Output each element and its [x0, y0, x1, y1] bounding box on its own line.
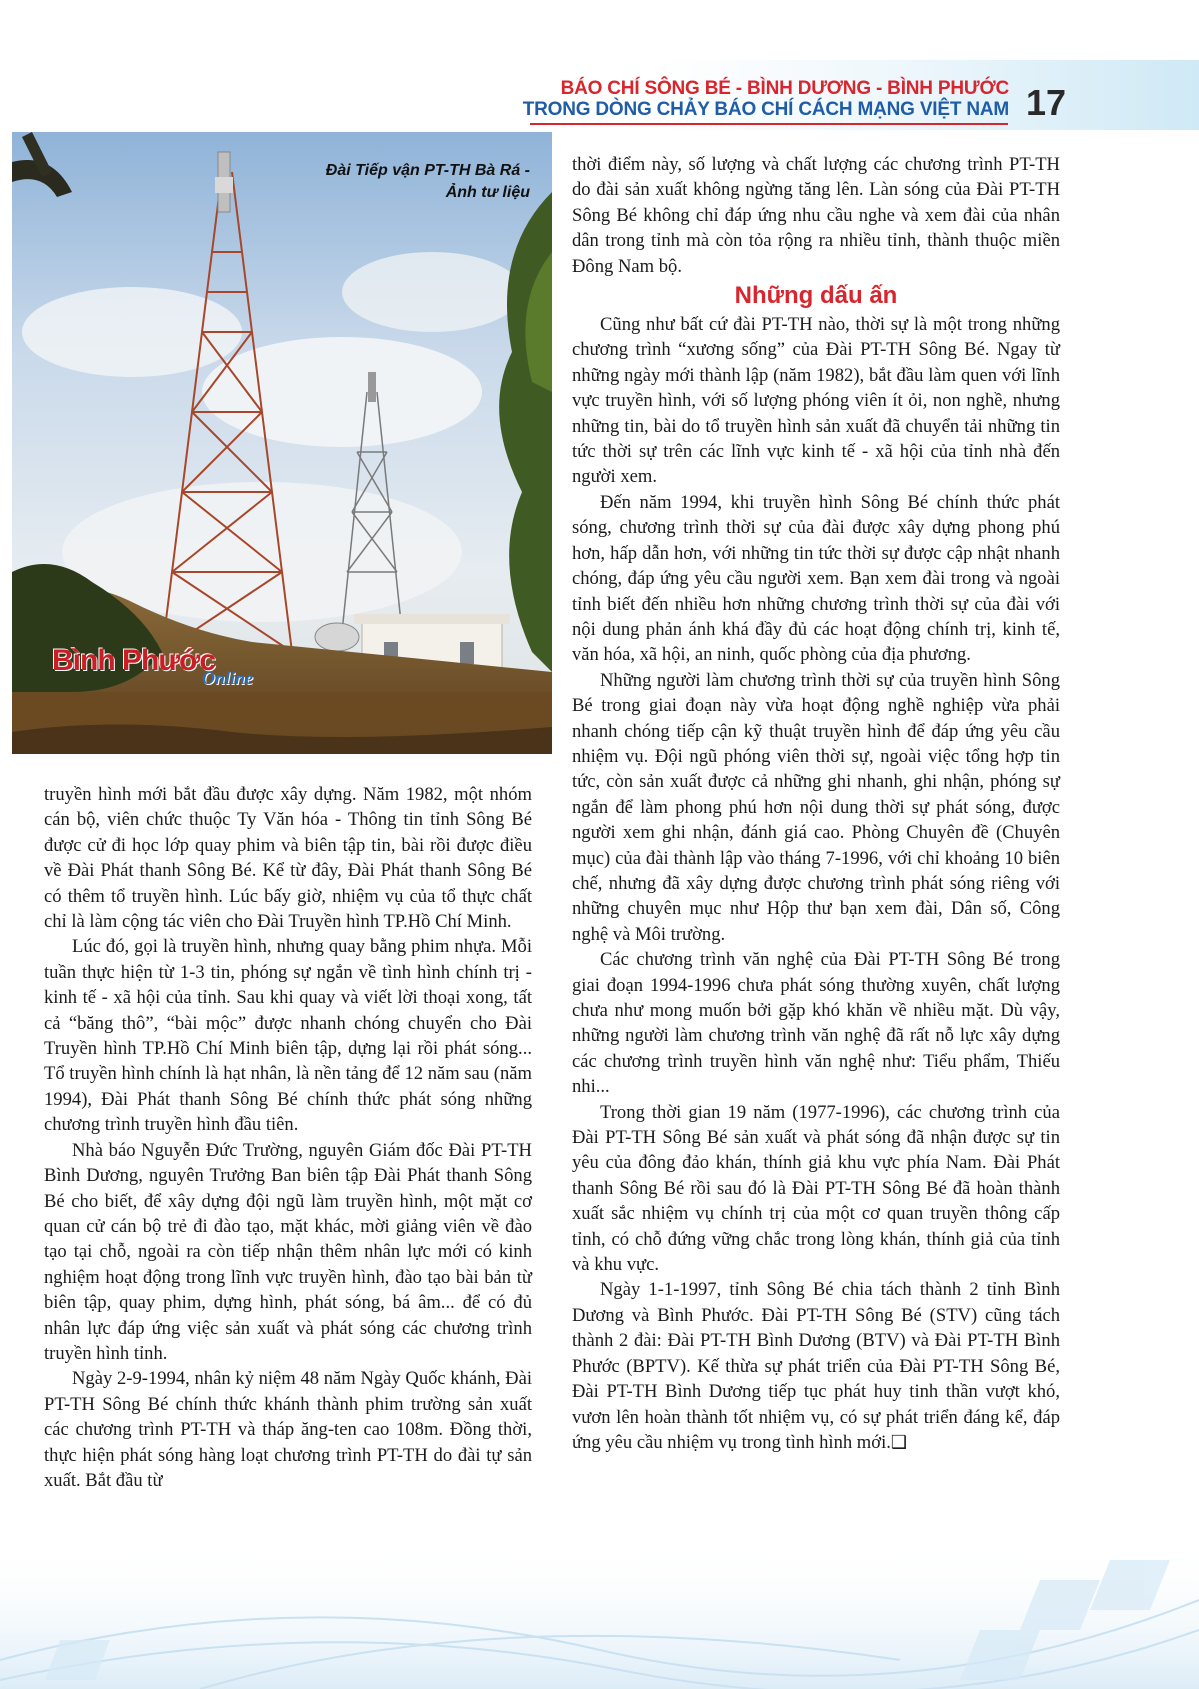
- photo-caption: [326, 160, 530, 204]
- paragraph: Những người làm chương trình thời sự của truyền hình Sông Bé trong giai đoạn này vừa hoạt động nghề nghiệp vừa phải nhanh chóng tiếp cận kỹ thuật truyền hình để đáp ứng yêu cầu nhiệm vụ. Đội ngũ phóng viên thời sự, ngoài việc tổng hợp tin tức, còn sản xuất được cả những ghi nhanh, ghi nhận, phóng sự ngắn để làm phong phú hơn nội dung thời sự phát sóng, được người xem ghi nhận, đánh giá cao. Phòng Chuyên đề (Chuyên mục) của đài thành lập vào tháng 7-1996, với chỉ khoảng 10 biên chế, nhưng đã xây dựng được chương trình phát sóng riêng với những chuyên mục như Hộp thư bạn xem đài, Dân số, Công nghệ và Môi trường.: [572, 669, 1060, 945]
- paragraph: truyền hình mới bắt đầu được xây dựng. Năm 1982, một nhóm cán bộ, viên chức thuộc Ty Văn hóa - Thông tin tỉnh Sông Bé được cử đi học lớp quay phim và biên tập tin, bài rồi được điều về Đài Phát thanh Sông Bé. Kể từ đây, Đài Phát thanh Sông Bé có thêm tổ truyền hình. Lúc bấy giờ, nhiệm vụ của tổ thực chất chỉ là làm cộng tác viên cho Đài Truyền hình TP.Hồ Chí Minh.: [44, 784, 532, 933]
- photo-caption-line-1: Đài Tiếp vận PT-TH Bà Rá -: [325, 162, 530, 179]
- running-header: [523, 78, 1009, 120]
- left-column: [44, 782, 532, 1493]
- paragraph: Lúc đó, gọi là truyền hình, nhưng quay bằng phim nhựa. Mỗi tuần thực hiện từ 1-3 tin, phóng sự ngắn về tình hình chính trị - kinh tế - xã hội của tỉnh. Sau khi quay và viết lời thoại xong, tất cả “băng thô”, “bài mộc” được nhanh chóng chuyển cho Đài Truyền hình TP.Hồ Chí Minh biên tập, dựng lại rồi phát sóng... Tổ truyền hình chính là hạt nhân, là nền tảng để 12 năm sau (năm 1994), Đài Phát thanh Sông Bé chính thức phát sóng những chương trình truyền hình đầu tiên.: [44, 936, 532, 1136]
- section-heading: Những dấu ấn: [734, 282, 898, 310]
- paragraph: Đến năm 1994, khi truyền hình Sông Bé chính thức phát sóng, chương trình thời sự của đài được xây dựng phong phú hơn, hấp dẫn hơn, với những tin tức thời sự được cập nhật nhanh chóng, đáp ứng yêu cầu người xem. Bạn xem đài trong và ngoài tỉnh biết đến nhiều hơn những chương trình thời sự của đài với nội dung phản ánh khá đầy đủ các hoạt động chính trị, kinh tế, văn hóa, xã hội, an ninh, quốc phòng của địa phương.: [572, 491, 1060, 666]
- paragraph-final: [572, 1277, 1060, 1455]
- paragraph: Nhà báo Nguyễn Đức Trường, nguyên Giám đốc Đài PT-TH Bình Dương, nguyên Trưởng Ban biên tập Đài Phát thanh Sông Bé cho biết, để xây dựng đội ngũ làm truyền hình, một mặt cơ quan cử cán bộ trẻ đi đào tạo, mặt khác, mời giảng viên về đào tạo tại chỗ, ngoài ra còn tiếp nhận thêm nhân lực mới có kinh nghiệm hoạt động trong lĩnh vực truyền hình, đào tạo bài bản từ biên tập, quay phim, dựng hình, phát sóng, bá âm... để có đủ nhân lực đáp ứng việc sản xuất và phát sóng các chương trình truyền hình tỉnh.: [44, 1139, 532, 1364]
- photo-caption-line-2: Ảnh tư liệu: [445, 184, 530, 201]
- paragraph: thời điểm này, số lượng và chất lượng các chương trình PT-TH do đài sản xuất không ngừng tăng lên. Làn sóng của Đài PT-TH Sông Bé không chỉ đáp ứng nhu cầu nghe và xem đài của nhân dân trong tỉnh mà còn tỏa rộng ra nhiều tỉnh, thành thuộc miền Đông Nam bộ.: [572, 154, 1060, 277]
- paragraph: Cũng như bất cứ đài PT-TH nào, thời sự là một trong những chương trình “xương sống” của Đài PT-TH Sông Bé. Ngay từ những ngày mới thành lập (năm 1982), bắt đầu làm quen với lĩnh vực truyền hình, với số lượng phóng viên ít ỏi, non nghề, nhưng những tin, bài do tổ truyền hình sản xuất đã chuyển tải những tin tức thời sự trên các lĩnh vực kinh tế - xã hội của tỉnh nhà đến người xem.: [572, 314, 1060, 488]
- page-number: 17: [1026, 82, 1067, 123]
- footer-decoration: [0, 1540, 1199, 1689]
- header-line-2: TRONG DÒNG CHẢY BÁO CHÍ CÁCH MẠNG VIỆT NAM: [522, 99, 1009, 120]
- paragraph-text: Ngày 1-1-1997, tỉnh Sông Bé chia tách thành 2 tỉnh Bình Dương và Bình Phước. Đài PT-TH Sông Bé (STV) cũng tách thành 2 đài: Đài PT-TH Bình Dương (BTV) và Đài PT-TH Bình Phước (BPTV). Kế thừa sự phát triển của Đài PT-TH Sông Bé, Đài PT-TH Bình Dương tiếp tục phát huy tinh thần vượt khó, vươn lên hoàn thành tốt nhiệm vụ, có sự phát triển đáng kể, đáp ứng yêu cầu nhiệm vụ trong tình hình mới.: [572, 1279, 1060, 1453]
- right-column: [572, 152, 1060, 1455]
- header-rule: [530, 123, 1008, 125]
- header-line-1: BÁO CHÍ SÔNG BÉ - BÌNH DƯƠNG - BÌNH PHƯỚC: [560, 78, 1009, 99]
- paragraph: Các chương trình văn nghệ của Đài PT-TH Sông Bé trong giai đoạn 1994-1996 chưa phát sóng thường xuyên, chất lượng chưa như mong muốn bởi gặp khó khăn về nhiều mặt. Dù vậy, những người làm chương trình văn nghệ đã rất nỗ lực xây dựng các chương trình truyền hình văn nghệ như: Tiểu phẩm, Thiếu nhi...: [572, 949, 1060, 1098]
- paragraph: Ngày 2-9-1994, nhân kỷ niệm 48 năm Ngày Quốc khánh, Đài PT-TH Sông Bé chính thức khánh thành phim trường sản xuất các chương trình PT-TH và tháp ăng-ten cao 108m. Đồng thời, thực hiện phát sóng hàng loạt chương trình PT-TH do đài tự sản xuất. Bắt đầu từ: [44, 1368, 532, 1491]
- paragraph: Trong thời gian 19 năm (1977-1996), các chương trình của Đài PT-TH Sông Bé sản xuất và phát sóng đã nhận được sự tin yêu của đông đảo khán, thính giả khu vực phía Nam. Đài Phát thanh Sông Bé rồi sau đó là Đài PT-TH Sông Bé đã hoàn thành xuất sắc nhiệm vụ chính trị của một cơ quan truyền thông cấp tỉnh, có chỗ đứng vững chắc trong lòng khán, thính giả của tỉnh và khu vực.: [572, 1101, 1060, 1276]
- watermark-logo: Bình Phước: [52, 644, 216, 677]
- end-mark-icon: ❑: [890, 1431, 908, 1453]
- watermark-logo-sub: Online: [202, 668, 254, 688]
- tower-photo: [12, 132, 552, 754]
